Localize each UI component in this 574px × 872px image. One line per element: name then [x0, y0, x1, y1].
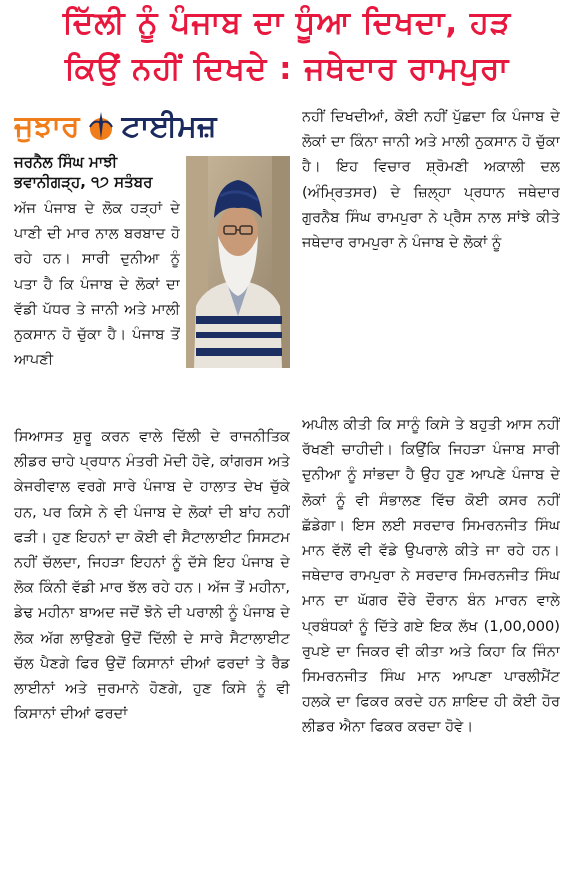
headline [0, 0, 574, 100]
logo-text-part-1: ਜੁਝਾਰ [14, 108, 80, 144]
article-paragraph: ਅੱਜ ਪੰਜਾਬ ਦੇ ਲੋਕ ਹੜ੍ਹਾਂ ਦੇ ਪਾਣੀ ਦੀ ਮਾਰ ਨਾਲ ਬਰਬਾਦ ਹੋ ਰਹੇ ਹਨ। ਸਾਰੀ ਦੁਨੀਆ ਨੂੰ ਪਤਾ ਹੈ ਕਿ ਪੰਜਾਬ ਦੇ ਲੋਕਾਂ ਦਾ ਵੱਡੀ ਪੱਧਰ ਤੇ ਜਾਨੀ ਅਤੇ ਮਾਲੀ ਨੁਕਸਾਨ ਹੋ ਚੁੱਕਾ ਹੈ। ਪੰਜਾਬ ਤੋਂ ਆਪਣੀ [14, 200, 180, 369]
byline [14, 152, 184, 192]
logo-text-part-2: ਟਾਈਮਜ਼ [121, 108, 217, 144]
article-text-left-bottom [14, 424, 290, 870]
article-text-right-bottom [302, 412, 560, 868]
article-paragraph: ਸਿਆਸਤ ਸ਼ੁਰੂ ਕਰਨ ਵਾਲੇ ਦਿੱਲੀ ਦੇ ਰਾਜਨੀਤਿਕ ਲੀਡਰ ਚਾਹੇ ਪ੍ਰਧਾਨ ਮੰਤਰੀ ਮੋਦੀ ਹੋਵੇ, ਕਾਂਗਰਸ ਅਤੇ ਕੇਜਰੀਵਾਲ ਵਰਗੇ ਸਾਰੇ ਪੰਜਾਬ ਦੇ ਹਾਲਾਤ ਦੇਖ ਚੁੱਕੇ ਹਨ, ਪਰ ਕਿਸੇ ਨੇ ਵੀ ਪੰਜਾਬ ਦੇ ਲੋਕਾਂ ਦੀ ਬਾਂਹ ਨਹੀਂ ਫੜੀ। ਹੁਣ ਇਹਨਾਂ ਦਾ ਕੋਈ ਵੀ ਸੈਟਾਲਾਈਟ ਸਿਸਟਮ ਨਹੀਂ ਚੱਲਦਾ, ਜਿਹੜਾ ਇਹਨਾਂ ਨੂੰ ਦੱਸੇ ਇਹ ਪੰਜਾਬ ਦੇ ਲੋਕ ਕਿੰਨੀ ਵੱਡੀ ਮਾਰ ਝੱਲ ਰਹੇ ਹਨ। ਅੱਜ ਤੋਂ ਮਹੀਨਾ, ਡੇਢ ਮਹੀਨਾ ਬਾਅਦ ਜਦੋਂ ਝੋਨੇ ਦੀ ਪਰਾਲੀ ਨੂੰ ਪੰਜਾਬ ਦੇ ਲੋਕ ਅੱਗ ਲਾਉਣਗੇ ਉਦੋਂ ਦਿੱਲੀ ਦੇ ਸਾਰੇ ਸੈਟਾਲਾਈਟ ਚੱਲ ਪੈਣਗੇ ਫਿਰ ਉਦੋਂ ਕਿਸਾਨਾਂ ਦੀਆਂ ਫਰਦਾਂ ਤੇ ਰੈਡ ਲਾਈਨਾਂ ਅਤੇ ਜੁਰਮਾਨੇ ਹੋਣਗੇ, ਹੁਣ ਕਿਸੇ ਨੂੰ ਵੀ ਕਿਸਾਨਾਂ ਦੀਆਂ ਫਰਦਾਂ [14, 428, 290, 723]
publication-logo [14, 104, 284, 148]
article-text-left-top [14, 196, 180, 424]
headline-line-1: ਦਿੱਲੀ ਨੂੰ ਪੰਜਾਬ ਦਾ ਧੂੰਆ ਦਿਖਦਾ, ਹੜ [62, 5, 512, 41]
article-paragraph: ਅਪੀਲ ਕੀਤੀ ਕਿ ਸਾਨੂੰ ਕਿਸੇ ਤੇ ਬਹੁਤੀ ਆਸ ਨਹੀਂ ਰੱਖਣੀ ਚਾਹੀਦੀ। ਕਿਉਂਕਿ ਜਿਹੜਾ ਪੰਜਾਬ ਸਾਰੀ ਦੁਨੀਆ ਨੂੰ ਸਾਂਭਦਾ ਹੈ ਉਹ ਹੁਣ ਆਪਣੇ ਪੰਜਾਬ ਦੇ ਲੋਕਾਂ ਨੂੰ ਵੀ ਸੰਭਾਲਣ ਵਿੱਚ ਕੋਈ ਕਸਰ ਨਹੀਂ ਛੱਡੇਗਾ। ਇਸ ਲਈ ਸਰਦਾਰ ਸਿਮਰਨਜੀਤ ਸਿੰਘ ਮਾਨ ਵੱਲੋਂ ਵੀ ਵੱਡੇ ਉਪਰਾਲੇ ਕੀਤੇ ਜਾ ਰਹੇ ਹਨ। ਜਥੇਦਾਰ ਰਾਮਪੁਰਾ ਨੇ ਸਰਦਾਰ ਸਿਮਰਨਜੀਤ ਸਿੰਘ ਮਾਨ ਦਾ ਘੱਗਰ ਦੌਰੇ ਦੌਰਾਨ ਬੰਨ ਮਾਰਨ ਵਾਲੇ ਪ੍ਰਬੰਧਕਾਂ ਨੂੰ ਦਿੱਤੇ ਗਏ ਇਕ ਲੱਖ (1,00,000) ਰੁਪਏ ਦਾ ਜਿਕਰ ਵੀ ਕੀਤਾ ਅਤੇ ਕਿਹਾ ਕਿ ਜਿੰਨਾ ਸਿਮਰਨਜੀਤ ਸਿੰਘ ਮਾਨ ਆਪਣਾ ਪਾਰਲੀਮੈਂਟ ਹਲਕੇ ਦਾ ਫਿਕਰ ਕਰਦੇ ਹਨ ਸ਼ਾਇਦ ਹੀ ਕੋਈ ਹੋਰ ਲੀਡਰ ਐਨਾ ਫਿਕਰ ਕਰਦਾ ਹੋਵੇ। [302, 416, 560, 736]
article-text-right-top [302, 104, 560, 404]
khanda-emblem-icon [84, 109, 118, 143]
author-name: ਜਰਨੈਲ ਸਿੰਘ ਮਾਝੀ [14, 153, 118, 171]
dateline: ਭਵਾਨੀਗੜ੍ਹ, ੧੭ ਸਤੰਬਰ [14, 173, 153, 191]
headline-line-2: ਕਿਉਂ ਨਹੀਂ ਦਿਖਦੇ : ਜਥੇਦਾਰ ਰਾਮਪੁਰਾ [64, 51, 510, 87]
article-paragraph: ਨਹੀਂ ਦਿਖਦੀਆਂ, ਕੋਈ ਨਹੀਂ ਪੁੱਛਦਾ ਕਿ ਪੰਜਾਬ ਦੇ ਲੋਕਾਂ ਦਾ ਕਿੰਨਾ ਜਾਨੀ ਅਤੇ ਮਾਲੀ ਨੁਕਸਾਨ ਹੋ ਚੁੱਕਾ ਹੈ। ਇਹ ਵਿਚਾਰ ਸ਼੍ਰੋਮਣੀ ਅਕਾਲੀ ਦਲ (ਅੰਮ੍ਰਿਤਸਰ) ਦੇ ਜ਼ਿਲ੍ਹਾ ਪ੍ਰਧਾਨ ਜਥੇਦਾਰ ਗੁਰਨੈਬ ਸਿੰਘ ਰਾਮਪੁਰਾ ਨੇ ਪ੍ਰੈਸ ਨਾਲ ਸਾਂਝੇ ਕੀਤੇ ਜਥੇਦਾਰ ਰਾਮਪੁਰਾ ਨੇ ਪੰਜਾਬ ਦੇ ਲੋਕਾਂ ਨੂੰ [302, 108, 560, 252]
portrait-photo [186, 156, 290, 368]
